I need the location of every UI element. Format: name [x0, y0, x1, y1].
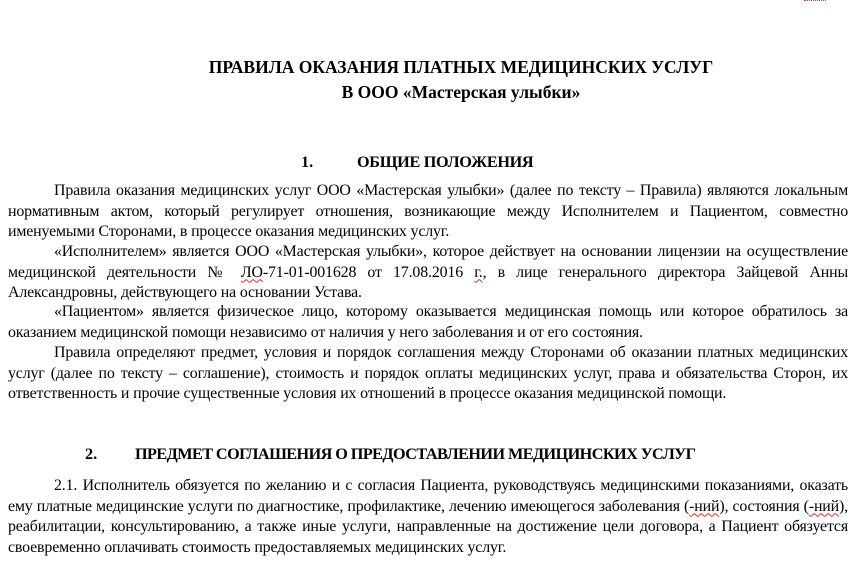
- license-prefix: ЛО: [240, 263, 263, 281]
- clause-2-1: [8, 476, 848, 558]
- executor-text-part1: «Исполнителем» является ООО «Мастерская улыбки», которое действует на основании лицензии на осуществление медицинской деятельности №: [8, 243, 848, 281]
- section1-number: 1.: [301, 153, 314, 171]
- section1-paragraph-patient: «Пациентом» является физическое лицо, которому оказывается медицинская помощь или которое обратилось за оказанием медицинской помощи независимо от наличия у него заболевания и от его состояния.: [8, 303, 848, 341]
- section2-title: ПРЕДМЕТ СОГЛАШЕНИЯ О ПРЕДОСТАВЛЕНИИ МЕДИЦИНСКИХ УСЛУГ: [135, 445, 696, 463]
- clause-text-part2: ), состояния (: [719, 497, 809, 515]
- suffix-2: -ний: [808, 497, 840, 515]
- document-title-line1: ПРАВИЛА ОКАЗАНИЯ ПЛАТНЫХ МЕДИЦИНСКИХ УСЛУГ: [208, 57, 714, 77]
- clause-text-part3: ), реабилитации, консультированию, а также иные услуги, направленные на достижение цели договора, а Пациент обязуется своевременно оплачивать стоимость предоставляемых медицинских услуг.: [8, 497, 848, 556]
- executor-text-part3: , в лице генерального директора Зайцевой Анны Александровны, действующего на основании Устава.: [8, 263, 849, 302]
- section2-number: 2.: [85, 445, 98, 463]
- section1-paragraph-subject: Правила определяют предмет, условия и порядок соглашения между Сторонами об оказании платных медицинских услуг (далее по тексту – соглашение), стоимость и порядок оплаты медицинских услуг, права и обязательства Сторон, их ответственность и прочие существенные условия их отношений в процессе оказания медицинской помощи.: [8, 344, 848, 403]
- clause-text-part1: 2.1. Исполнитель обязуется по желанию и с согласия Пациента, руководствуясь медицинскими показаниями, оказать ему платные медицинские услуги по диагностике, профилактике, лечению имеющегося заболевания (: [8, 477, 848, 515]
- spellcheck-mark: [804, 0, 826, 1]
- suffix-1: -ний: [689, 497, 720, 515]
- year-abbreviation: г.: [474, 263, 483, 281]
- executor-text-part2: -71-01-001628 от 17.08.2016: [262, 263, 475, 281]
- document-title-line2: В ООО «Мастерская улыбки»: [341, 82, 581, 102]
- section1-paragraph-rules: Правила оказания медицинских услуг ООО «Мастерская улыбки» (далее по тексту – Правила) являются локальным нормативным актом, который регулирует отношения, возникающие между Исполнителем и Пациентом, совместно именуемыми Сторонами, в процессе оказания медицинских услуг.: [8, 182, 848, 241]
- section1-title: ОБЩИЕ ПОЛОЖЕНИЯ: [357, 153, 534, 171]
- section1-paragraph-executor: [8, 242, 848, 304]
